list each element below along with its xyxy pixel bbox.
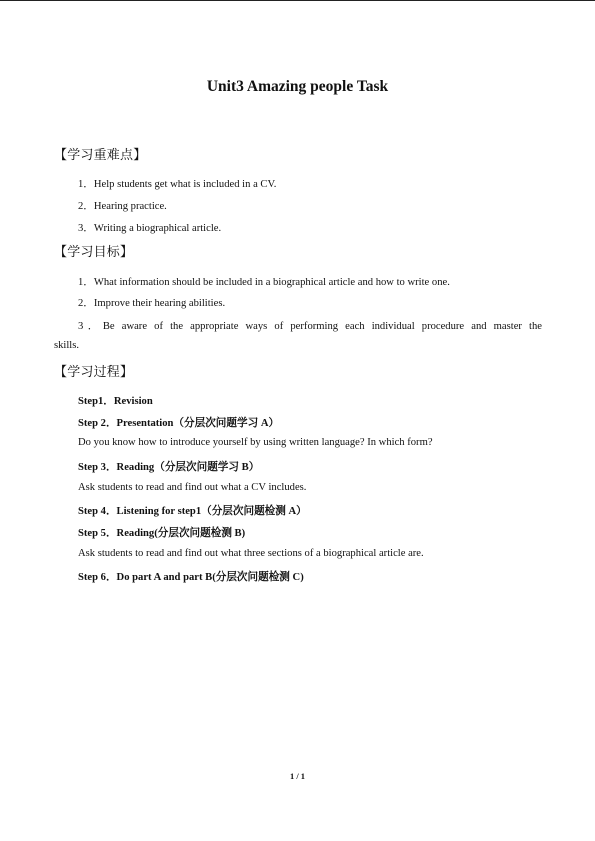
heading-learning-process: 【学习过程】: [54, 365, 134, 380]
difficulty-item-1: 1．Help students get what is included in a CV.: [78, 179, 277, 190]
step-5-text: Ask students to read and find out what three sections of a biographical article are.: [78, 548, 424, 559]
difficulty-item-3: 3．Writing a biographical article.: [78, 223, 222, 234]
step-4-label: Step 4．Listening for step1（分层次问题检测 A）: [78, 506, 307, 517]
top-border-line: [0, 0, 595, 1]
page-number: 1 / 1: [289, 771, 306, 781]
step-2-text: Do you know how to introduce yourself by using written language? In which form?: [78, 437, 433, 448]
document-title: Unit3 Amazing people Task: [206, 78, 389, 95]
difficulty-item-2: 2．Hearing practice.: [78, 201, 167, 212]
goal-item-3-line-2: skills.: [54, 340, 80, 351]
heading-learning-goals: 【学习目标】: [54, 245, 134, 260]
heading-key-difficulties: 【学习重难点】: [54, 148, 147, 163]
step-3-label: Step 3．Reading（分层次问题学习 B）: [78, 462, 260, 473]
goal-item-2: 2．Improve their hearing abilities.: [78, 298, 226, 309]
step-1-label: Step1．Revision: [78, 396, 153, 407]
step-5-label: Step 5．Reading(分层次问题检测 B): [78, 528, 246, 539]
goal-item-3-line-1: 3．Be aware of the appropriate ways of performing each individual procedure and master the: [78, 321, 542, 332]
step-2-label: Step 2．Presentation（分层次问题学习 A）: [78, 418, 280, 429]
step-3-text: Ask students to read and find out what a CV includes.: [78, 482, 307, 493]
step-6-label: Step 6．Do part A and part B(分层次问题检测 C): [78, 572, 304, 583]
goal-item-1: 1．What information should be included in a biographical article and how to write one.: [78, 277, 450, 288]
